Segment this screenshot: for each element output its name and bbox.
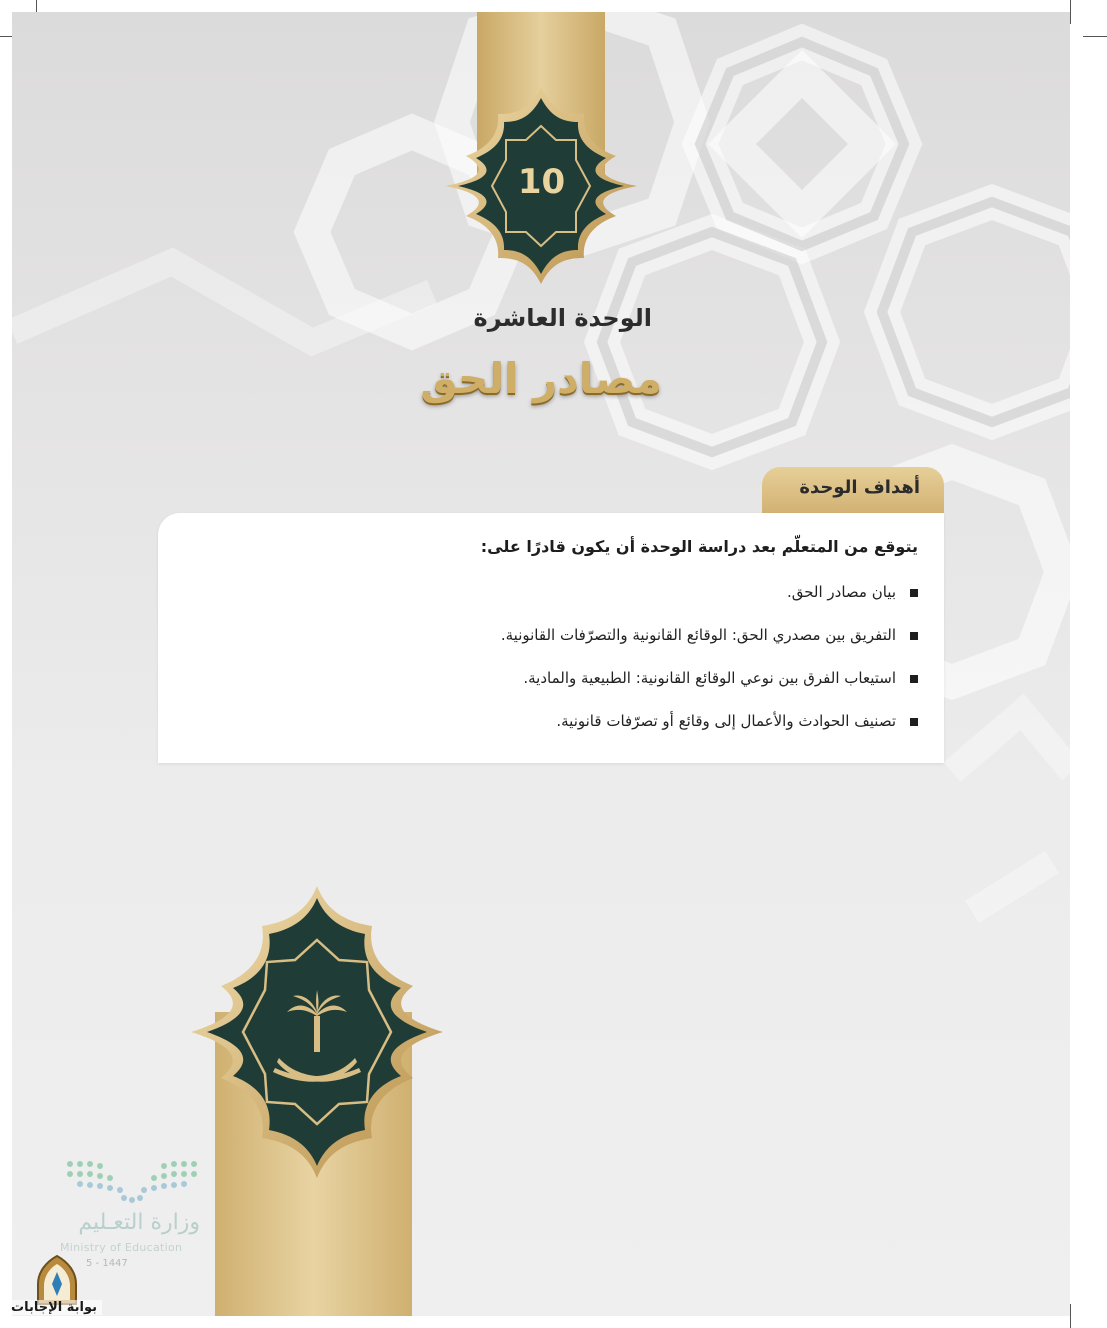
ministry-name-ar: وزارة التعـليم: [78, 1210, 200, 1235]
saudi-emblem-icon: [187, 882, 447, 1182]
goals-tab: [762, 467, 944, 513]
page: [12, 12, 1070, 1316]
crop-mark: [1083, 36, 1107, 37]
goal-text: تصنيف الحوادث والأعمال إلى وقائع أو تصرّفات قانونية.: [556, 712, 896, 730]
goal-text: استيعاب الفرق بين نوعي الوقائع القانونية: الطبيعية والمادية.: [523, 669, 896, 687]
goal-item: [501, 626, 918, 644]
unit-title: مصادر الحق: [420, 354, 662, 403]
watermark-label: بوابة الإجابات: [6, 1300, 102, 1315]
bullet-icon: [910, 718, 918, 726]
goal-item: [556, 712, 918, 730]
ministry-year: 5 - 1447: [86, 1258, 128, 1269]
bullet-icon: [910, 675, 918, 683]
bullet-icon: [910, 632, 918, 640]
goal-text: التفريق بين مصدري الحق: الوقائع القانونية والتصرّفات القانونية.: [500, 626, 896, 644]
unit-label: الوحدة العاشرة: [473, 304, 652, 332]
ministry-name-en: Ministry of Education: [60, 1241, 183, 1254]
goals-tab-label: أهداف الوحدة: [799, 477, 920, 498]
goal-item: [523, 669, 918, 687]
crop-mark: [1070, 1304, 1071, 1328]
bullet-icon: [910, 589, 918, 597]
goal-item: [787, 583, 918, 601]
goals-intro: يتوقع من المتعلّم بعد دراسة الوحدة أن يكون قادرًا على:: [480, 537, 918, 556]
crop-mark: [1070, 0, 1071, 24]
goals-box: [158, 513, 944, 763]
unit-number: 10: [517, 162, 566, 202]
goal-text: بيان مصادر الحق.: [786, 583, 896, 601]
portal-logo-icon: [32, 1254, 82, 1306]
